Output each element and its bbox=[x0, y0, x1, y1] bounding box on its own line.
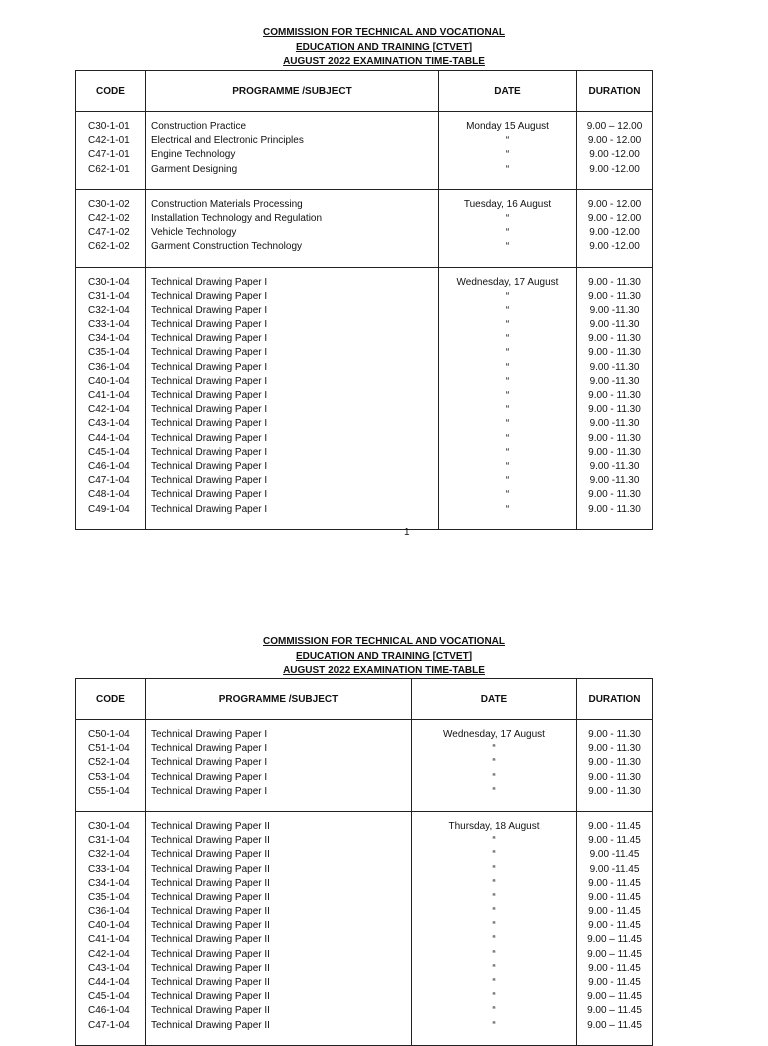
header-line-1: COMMISSION FOR TECHNICAL AND VOCATIONAL bbox=[262, 27, 506, 38]
duration-value: 9.00 - 11.45 bbox=[588, 977, 641, 988]
header-line-3: AUGUST 2022 EXAMINATION TIME-TABLE bbox=[283, 56, 485, 67]
code-value: C42-1-02 bbox=[88, 212, 130, 224]
subject-value: Installation Technology and Regulation bbox=[151, 212, 323, 224]
table-row bbox=[76, 267, 653, 529]
subject-value: Technical Drawing Paper I bbox=[151, 390, 268, 401]
duration-value: 9.00 -11.30 bbox=[589, 304, 640, 316]
code-value: C33-1-04 bbox=[88, 319, 130, 331]
code-value: C30-1-04 bbox=[88, 820, 130, 832]
code-value: C31-1-04 bbox=[88, 290, 130, 302]
code-value: C40-1-04 bbox=[88, 920, 130, 932]
subject-value: Technical Drawing Paper I bbox=[151, 347, 268, 359]
subject-value: Technical Drawing Paper I bbox=[151, 460, 268, 472]
duration-value: 9.00 - 11.30 bbox=[588, 743, 641, 755]
date-value: “ bbox=[492, 835, 496, 847]
duration-value: 9.00 – 11.45 bbox=[587, 991, 642, 1003]
subject-value: Technical Drawing Paper I bbox=[151, 743, 268, 755]
subject-cell bbox=[146, 811, 412, 1045]
duration-value: 9.00 - 11.30 bbox=[588, 729, 641, 740]
code-value: C49-1-04 bbox=[88, 503, 130, 515]
code-value: C45-1-04 bbox=[88, 446, 130, 458]
code-value: C32-1-04 bbox=[88, 304, 130, 316]
duration-value: 9.00 – 11.45 bbox=[587, 1019, 642, 1031]
subject-value: Garment Designing bbox=[151, 163, 238, 175]
subject-value: Construction Practice bbox=[151, 121, 247, 132]
code-value: C47-1-04 bbox=[88, 1019, 130, 1031]
subject-value: Technical Drawing Paper I bbox=[151, 375, 268, 387]
duration-value: 9.00 - 11.45 bbox=[588, 906, 641, 918]
duration-value: 9.00 - 11.30 bbox=[588, 757, 641, 769]
subject-value: Technical Drawing Paper I bbox=[151, 446, 268, 458]
code-value: C47-1-04 bbox=[88, 475, 130, 487]
code-value: C34-1-04 bbox=[88, 877, 130, 889]
code-value: C43-1-04 bbox=[88, 418, 130, 430]
code-value: C32-1-04 bbox=[88, 849, 130, 861]
subject-value: Construction Materials Processing bbox=[151, 198, 303, 210]
date-value: “ bbox=[492, 962, 496, 974]
code-value: C42-1-04 bbox=[88, 948, 130, 960]
duration-value: 9.00 - 11.45 bbox=[588, 891, 641, 903]
subject-value: Technical Drawing Paper II bbox=[151, 977, 270, 988]
duration-value: 9.00 - 12.00 bbox=[587, 212, 642, 224]
timetable-page-2 bbox=[75, 678, 653, 1046]
duration-value: 9.00 - 12.00 bbox=[587, 198, 642, 210]
date-cell bbox=[412, 811, 577, 1045]
duration-value: 9.00 -11.45 bbox=[589, 849, 640, 861]
duration-cell bbox=[577, 112, 653, 190]
subject-value: Technical Drawing Paper II bbox=[151, 835, 270, 847]
code-value: C42-1-04 bbox=[88, 404, 130, 416]
duration-value: 9.00 - 11.30 bbox=[588, 276, 641, 288]
code-value: C47-1-02 bbox=[88, 227, 130, 239]
code-value: C62-1-02 bbox=[88, 241, 130, 253]
duration-value: 9.00 - 11.45 bbox=[588, 962, 641, 974]
duration-value: 9.00 -11.30 bbox=[589, 375, 640, 387]
code-value: C34-1-04 bbox=[88, 333, 130, 345]
subject-value: Technical Drawing Paper I bbox=[151, 729, 268, 740]
subject-value: Technical Drawing Paper II bbox=[151, 934, 270, 946]
column-header-date: DATE bbox=[439, 71, 577, 112]
duration-value: 9.00 -12.00 bbox=[589, 241, 640, 253]
table-header-row bbox=[76, 679, 653, 720]
exam-group bbox=[76, 267, 653, 529]
column-header-duration: DURATION bbox=[577, 679, 653, 720]
duration-value: 9.00 - 11.45 bbox=[588, 920, 641, 932]
code-value: C33-1-04 bbox=[88, 863, 130, 875]
date-value: “ bbox=[505, 333, 510, 345]
subject-value: Technical Drawing Paper I bbox=[151, 503, 268, 515]
code-value: C52-1-04 bbox=[88, 757, 130, 769]
date-value: Tuesday, 16 August bbox=[463, 198, 552, 210]
duration-value: 9.00 – 12.00 bbox=[586, 121, 643, 132]
subject-value: Technical Drawing Paper I bbox=[151, 757, 268, 769]
subject-cell bbox=[146, 112, 439, 190]
subject-value: Engine Technology bbox=[151, 149, 236, 161]
subject-value: Technical Drawing Paper I bbox=[151, 276, 268, 288]
date-value: “ bbox=[492, 948, 496, 960]
date-value: “ bbox=[505, 347, 510, 359]
subject-cell bbox=[146, 189, 439, 267]
date-value: “ bbox=[492, 757, 496, 769]
duration-value: 9.00 - 11.30 bbox=[588, 347, 641, 359]
date-value: “ bbox=[505, 212, 510, 224]
date-value: Wednesday, 17 August bbox=[456, 276, 559, 288]
date-value: “ bbox=[492, 977, 496, 988]
table-row bbox=[76, 811, 653, 1045]
table-row bbox=[76, 720, 653, 812]
date-value: “ bbox=[505, 390, 510, 401]
code-value: C30-1-04 bbox=[88, 276, 130, 288]
duration-value: 9.00 -11.30 bbox=[589, 418, 640, 430]
duration-value: 9.00 – 11.45 bbox=[587, 934, 642, 946]
page-number: 1 bbox=[404, 527, 410, 538]
date-value: “ bbox=[492, 920, 496, 932]
date-value: “ bbox=[492, 991, 496, 1003]
subject-value: Technical Drawing Paper II bbox=[151, 863, 270, 875]
code-value: C36-1-04 bbox=[88, 906, 130, 918]
page-header bbox=[0, 26, 768, 70]
duration-value: 9.00 -11.30 bbox=[589, 475, 640, 487]
subject-value: Technical Drawing Paper I bbox=[151, 771, 268, 783]
duration-value: 9.00 - 11.30 bbox=[588, 404, 641, 416]
subject-value: Technical Drawing Paper II bbox=[151, 962, 270, 974]
code-value: C30-1-01 bbox=[88, 121, 130, 132]
code-value: C46-1-04 bbox=[88, 460, 130, 472]
subject-value: Technical Drawing Paper II bbox=[151, 991, 270, 1003]
code-value: C42-1-01 bbox=[88, 135, 130, 147]
subject-value: Technical Drawing Paper II bbox=[151, 920, 270, 932]
date-value: “ bbox=[505, 375, 510, 387]
duration-value: 9.00 -11.30 bbox=[589, 460, 640, 472]
date-value: “ bbox=[492, 863, 496, 875]
subject-cell bbox=[146, 267, 439, 529]
subject-value: Technical Drawing Paper I bbox=[151, 304, 268, 316]
code-cell bbox=[76, 720, 146, 812]
date-cell bbox=[439, 189, 577, 267]
code-value: C41-1-04 bbox=[88, 390, 130, 401]
duration-value: 9.00 - 11.30 bbox=[588, 503, 641, 515]
header-line-2: EDUCATION AND TRAINING [CTVET] bbox=[295, 650, 473, 662]
date-value: “ bbox=[505, 149, 510, 161]
date-value: “ bbox=[492, 771, 496, 783]
date-value: “ bbox=[492, 743, 496, 755]
column-header-date: DATE bbox=[412, 679, 577, 720]
code-value: C40-1-04 bbox=[88, 375, 130, 387]
date-value: “ bbox=[492, 891, 496, 903]
duration-cell bbox=[577, 189, 653, 267]
code-value: C51-1-04 bbox=[88, 743, 130, 755]
date-value: Thursday, 18 August bbox=[448, 820, 540, 832]
date-value: “ bbox=[505, 241, 510, 253]
date-value: “ bbox=[505, 475, 510, 487]
duration-value: 9.00 – 11.45 bbox=[587, 1005, 642, 1017]
date-value: “ bbox=[505, 446, 510, 458]
code-value: C44-1-04 bbox=[88, 977, 130, 988]
date-value: “ bbox=[492, 785, 496, 797]
subject-value: Technical Drawing Paper II bbox=[151, 877, 270, 889]
code-cell bbox=[76, 112, 146, 190]
date-value: “ bbox=[492, 877, 496, 889]
code-value: C62-1-01 bbox=[88, 163, 130, 175]
date-value: “ bbox=[505, 227, 510, 239]
column-header-code: CODE bbox=[76, 679, 146, 720]
duration-value: 9.00 - 11.45 bbox=[588, 820, 641, 832]
table-header-row bbox=[76, 71, 653, 112]
date-value: “ bbox=[505, 503, 510, 515]
subject-value: Technical Drawing Paper I bbox=[151, 432, 268, 444]
date-value: Monday 15 August bbox=[466, 121, 549, 132]
date-value: “ bbox=[492, 1019, 496, 1031]
code-value: C53-1-04 bbox=[88, 771, 130, 783]
page-header bbox=[0, 635, 768, 679]
duration-cell bbox=[577, 267, 653, 529]
table-row bbox=[76, 189, 653, 267]
date-value: “ bbox=[505, 404, 510, 416]
column-header-programme: PROGRAMME /SUBJECT bbox=[146, 679, 412, 720]
duration-value: 9.00 - 11.30 bbox=[588, 771, 641, 783]
subject-value: Technical Drawing Paper II bbox=[151, 891, 270, 903]
code-value: C55-1-04 bbox=[88, 785, 130, 797]
code-value: C47-1-01 bbox=[88, 149, 130, 161]
subject-cell bbox=[146, 720, 412, 812]
duration-value: 9.00 - 11.30 bbox=[588, 785, 641, 797]
code-value: C48-1-04 bbox=[88, 489, 130, 501]
header-line-1: COMMISSION FOR TECHNICAL AND VOCATIONAL bbox=[262, 636, 506, 647]
subject-value: Technical Drawing Paper I bbox=[151, 418, 268, 430]
subject-value: Technical Drawing Paper I bbox=[151, 475, 268, 487]
code-value: C46-1-04 bbox=[88, 1005, 130, 1017]
exam-group bbox=[76, 112, 653, 190]
date-value: “ bbox=[505, 489, 510, 501]
date-value: Wednesday, 17 August bbox=[443, 729, 545, 740]
subject-value: Technical Drawing Paper II bbox=[151, 820, 270, 832]
code-value: C43-1-04 bbox=[88, 962, 130, 974]
duration-value: 9.00 - 11.30 bbox=[588, 432, 641, 444]
code-cell bbox=[76, 189, 146, 267]
date-cell bbox=[439, 267, 577, 529]
date-value: “ bbox=[492, 1005, 496, 1017]
subject-value: Technical Drawing Paper I bbox=[151, 290, 268, 302]
header-line-3: AUGUST 2022 EXAMINATION TIME-TABLE bbox=[283, 665, 485, 676]
duration-value: 9.00 - 11.30 bbox=[588, 390, 641, 401]
date-value: “ bbox=[505, 432, 510, 444]
column-header-code: CODE bbox=[76, 71, 146, 112]
duration-value: 9.00 - 11.45 bbox=[588, 877, 641, 889]
subject-value: Technical Drawing Paper I bbox=[151, 361, 268, 373]
date-cell bbox=[412, 720, 577, 812]
date-value: “ bbox=[505, 135, 510, 147]
code-value: C35-1-04 bbox=[88, 347, 130, 359]
date-value: “ bbox=[505, 319, 510, 331]
code-cell bbox=[76, 267, 146, 529]
code-value: C45-1-04 bbox=[88, 991, 130, 1003]
duration-cell bbox=[577, 811, 653, 1045]
duration-value: 9.00 - 11.30 bbox=[588, 489, 641, 501]
date-value: “ bbox=[505, 304, 510, 316]
exam-group bbox=[76, 811, 653, 1045]
duration-value: 9.00 - 11.45 bbox=[588, 835, 641, 847]
exam-group bbox=[76, 720, 653, 812]
subject-value: Technical Drawing Paper I bbox=[151, 404, 268, 416]
table-row bbox=[76, 112, 653, 190]
duration-value: 9.00 - 11.30 bbox=[588, 290, 641, 302]
duration-value: 9.00 -11.30 bbox=[589, 361, 640, 373]
subject-value: Technical Drawing Paper II bbox=[151, 948, 270, 960]
code-value: C30-1-02 bbox=[88, 198, 130, 210]
duration-value: 9.00 - 11.30 bbox=[588, 446, 641, 458]
subject-value: Technical Drawing Paper II bbox=[151, 1019, 270, 1031]
duration-value: 9.00 -12.00 bbox=[589, 227, 640, 239]
code-value: C31-1-04 bbox=[88, 835, 130, 847]
subject-value: Technical Drawing Paper II bbox=[151, 849, 270, 861]
exam-group bbox=[76, 189, 653, 267]
subject-value: Technical Drawing Paper I bbox=[151, 319, 268, 331]
date-value: “ bbox=[505, 290, 510, 302]
code-value: C44-1-04 bbox=[88, 432, 130, 444]
header-line-2: EDUCATION AND TRAINING [CTVET] bbox=[295, 41, 473, 53]
duration-value: 9.00 -11.45 bbox=[589, 863, 640, 875]
subject-value: Technical Drawing Paper I bbox=[151, 489, 268, 501]
duration-value: 9.00 -12.00 bbox=[589, 163, 640, 175]
subject-value: Technical Drawing Paper II bbox=[151, 906, 270, 918]
date-value: “ bbox=[492, 934, 496, 946]
subject-value: Technical Drawing Paper II bbox=[151, 1005, 270, 1017]
date-cell bbox=[439, 112, 577, 190]
duration-value: 9.00 -12.00 bbox=[589, 149, 640, 161]
duration-cell bbox=[577, 720, 653, 812]
date-value: “ bbox=[492, 906, 496, 918]
date-value: “ bbox=[505, 361, 510, 373]
duration-value: 9.00 - 12.00 bbox=[587, 135, 642, 147]
date-value: “ bbox=[505, 163, 510, 175]
code-value: C50-1-04 bbox=[88, 729, 130, 740]
code-cell bbox=[76, 811, 146, 1045]
subject-value: Technical Drawing Paper I bbox=[151, 785, 268, 797]
code-value: C36-1-04 bbox=[88, 361, 130, 373]
subject-value: Technical Drawing Paper I bbox=[151, 333, 268, 345]
code-value: C35-1-04 bbox=[88, 891, 130, 903]
date-value: “ bbox=[505, 460, 510, 472]
column-header-duration: DURATION bbox=[577, 71, 653, 112]
date-value: “ bbox=[505, 418, 510, 430]
code-value: C41-1-04 bbox=[88, 934, 130, 946]
date-value: “ bbox=[492, 849, 496, 861]
subject-value: Electrical and Electronic Principles bbox=[151, 135, 304, 147]
subject-value: Vehicle Technology bbox=[151, 227, 237, 239]
duration-value: 9.00 – 11.45 bbox=[587, 948, 642, 960]
duration-value: 9.00 - 11.30 bbox=[588, 333, 641, 345]
subject-value: Garment Construction Technology bbox=[151, 241, 303, 253]
timetable-page-1 bbox=[75, 70, 653, 530]
column-header-programme: PROGRAMME /SUBJECT bbox=[146, 71, 439, 112]
duration-value: 9.00 -11.30 bbox=[589, 319, 640, 331]
